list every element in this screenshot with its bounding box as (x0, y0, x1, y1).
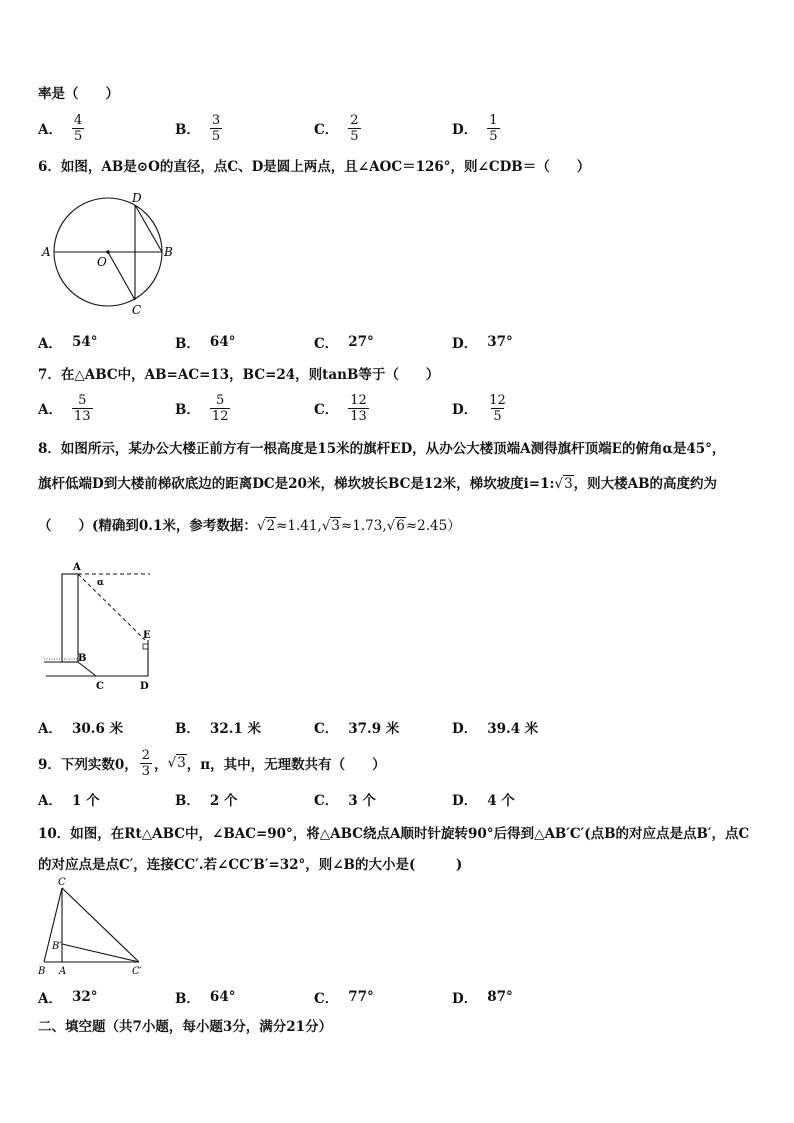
fraction: $\frac{5}{12}$ (211, 392, 229, 424)
q8-building-figure (40, 558, 170, 692)
q6-circle-figure (38, 186, 178, 316)
q7-option-d: D． $\frac{12}{5}$ (452, 392, 506, 424)
q8-options (38, 717, 758, 737)
q9-option-d: D． 4 个 (452, 793, 515, 809)
sqrt: √3 (167, 755, 186, 771)
q10-options (38, 987, 758, 1007)
q6-option-c: C． 27° (314, 334, 374, 352)
q7-question: 7．在△ABC中，AB=AC=13，BC=24，则tanB等于（ ） (38, 367, 440, 383)
q7-option-b: B． $\frac{5}{12}$ (175, 392, 229, 424)
fraction: $\frac{12}{13}$ (350, 392, 367, 424)
q5-option-c: C． $\frac{2}{5}$ (314, 112, 359, 144)
label-b-prime: B′ (52, 941, 62, 952)
q10-option-d: D． 87° (452, 989, 513, 1007)
q10-option-b: B． 64° (175, 989, 236, 1007)
q9-question: 9．下列实数0， 2 3 ， √3 ，π，其中，无理数共有（ ） (38, 747, 386, 779)
q5-option-d: D． $\frac{1}{5}$ (452, 112, 498, 144)
q7-option-c: C． $\frac{12}{13}$ (314, 392, 367, 424)
label-c-prime: C′ (132, 966, 142, 976)
label-a: A (73, 562, 81, 573)
q7-options (38, 386, 758, 430)
q8-line1: 8．如图所示，某办公大楼正前方有一根高度是15米的旗杆ED，从办公大楼顶端A测得旗杆顶端E的俯角α是45°， (38, 441, 726, 457)
q9-option-a: A． 1 个 (38, 793, 100, 809)
label-c: C (96, 681, 104, 692)
q9-option-c: C． 3 个 (314, 793, 376, 809)
q10-triangle-figure (36, 876, 156, 976)
q8-option-c: C． 37.9 米 (314, 721, 400, 737)
q9-options (38, 789, 758, 809)
sqrt: √6 (386, 518, 405, 534)
q6-option-b: B． 64° (175, 334, 236, 352)
section-heading: 二、填空题（共7小题，每小题3分，满分21分） (38, 1019, 333, 1035)
label-e: E (143, 630, 151, 641)
label-a: A (59, 966, 67, 976)
q5-tail: 率是（ ） (38, 86, 119, 102)
q5-option-a: A． $\frac{4}{5}$ (38, 112, 83, 144)
q8-option-a: A． 30.6 米 (38, 721, 124, 737)
q10-option-a: A． 32° (38, 989, 98, 1007)
q6-question: 6．如图，AB是⊙O的直径，点C、D是圆上两点，且∠AOC＝126°，则∠CDB＝（ ） (38, 159, 591, 175)
label-d: D (132, 191, 142, 205)
fraction: $\frac{12}{5}$ (489, 392, 506, 424)
label-alpha: α (97, 578, 104, 588)
q6-options (38, 332, 758, 352)
q10-line1: 10．如图，在Rt△ABC中，∠BAC=90°，将△ABC绕点A顺时针旋转90°后得到△AB′C′(点B的对应点是点B′，点C (38, 826, 750, 842)
q7-option-a: A． $\frac{5}{13}$ (38, 392, 91, 424)
sqrt: √3 (554, 476, 573, 492)
fraction: $\frac{4}{5}$ (73, 112, 83, 144)
fraction: $\frac{2}{5}$ (350, 112, 359, 144)
q6-option-a: A． 54° (38, 334, 98, 352)
q5-option-b: B． $\frac{3}{5}$ (175, 112, 221, 144)
q9-option-b: B． 2 个 (175, 793, 238, 809)
label-c: C (58, 877, 66, 888)
q8-option-b: B． 32.1 米 (175, 721, 262, 737)
fraction: $\frac{5}{13}$ (73, 392, 91, 424)
label-d: D (140, 681, 149, 692)
label-b: B (164, 245, 173, 259)
label-b: B (38, 966, 46, 976)
label-b: B (78, 653, 87, 664)
sqrt: √3 (321, 518, 340, 534)
label-a: A (42, 245, 51, 259)
q8-option-d: D． 39.4 米 (452, 721, 539, 737)
q8-line3: （ ）(精确到0.1米，参考数据：√2≈1.41,√3≈1.73,√6≈2.45） (38, 518, 461, 534)
q10-line2: 的对应点是点C′，连接CC′.若∠CC′B′=32°，则∠B的大小是( ) (38, 857, 463, 873)
fraction: $\frac{1}{5}$ (489, 112, 498, 144)
q5-options (38, 106, 758, 150)
q6-option-d: D． 37° (452, 334, 513, 352)
fraction: $\frac{3}{5}$ (211, 112, 221, 144)
label-o: O (97, 255, 107, 269)
sqrt: √2 (256, 518, 276, 534)
fraction: 2 3 (141, 747, 151, 779)
label-c: C (132, 303, 142, 316)
q10-option-c: C． 77° (314, 989, 374, 1007)
q8-line2: 旗杆低端D到大楼前梯砍底边的距离DC是20米，梯坎坡长BC是12米，梯坎坡度i=1:√3，则大楼AB的高度约为 (38, 476, 718, 492)
